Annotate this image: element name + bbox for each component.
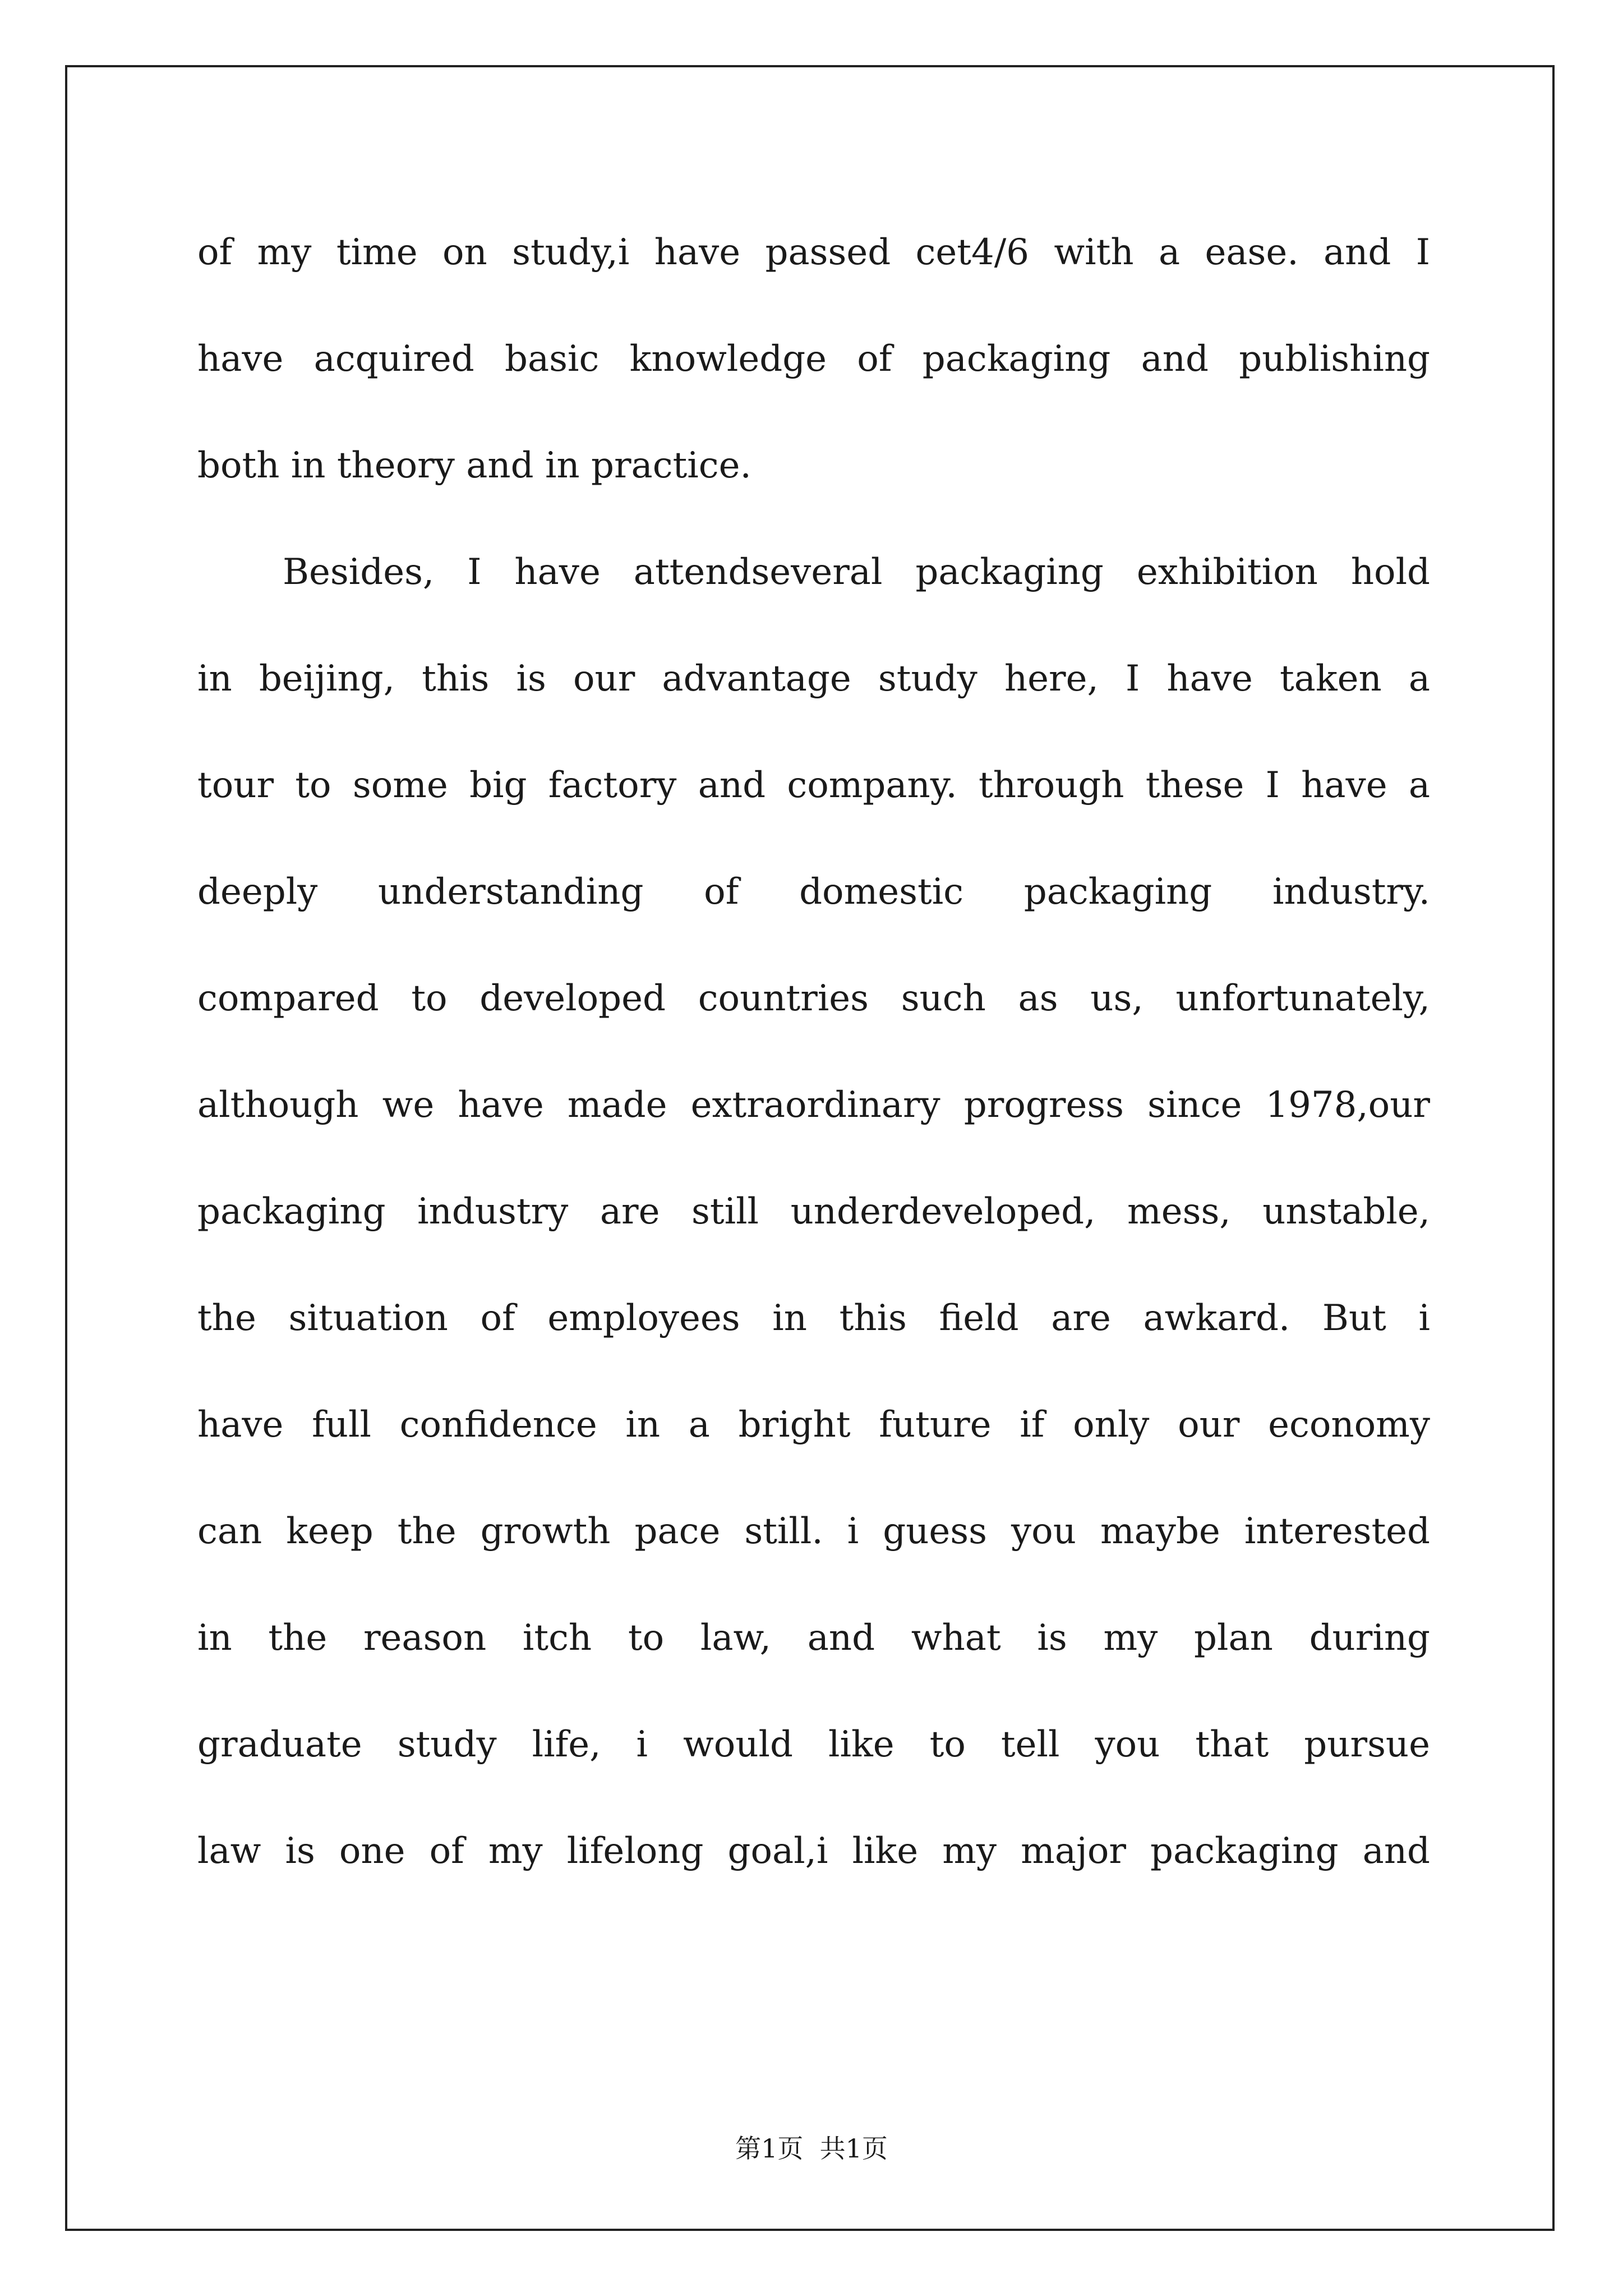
text-line: although we have made extraordinary progress since 1978,our	[197, 1084, 1430, 1126]
text-line: law is one of my lifelong goal,i like my major packaging and	[197, 1830, 1430, 1872]
text-line: of my time on study,i have passed cet4/6 with a ease. and I	[197, 232, 1430, 273]
text-line: graduate study life, i would like to tell you that pursue	[197, 1724, 1430, 1765]
text-line: have full confidence in a bright future if only our economy	[197, 1404, 1430, 1446]
text-line: Besides, I have attendseveral packaging exhibition hold	[283, 551, 1430, 593]
text-line: deeply understanding of domestic packaging industry.	[197, 871, 1430, 913]
document-body	[197, 219, 1430, 1924]
page-number-footer: 第1页 共1页	[735, 2133, 888, 2164]
text-line: both in theory and in practice.	[197, 445, 751, 486]
text-line: in the reason itch to law, and what is my plan during	[197, 1617, 1430, 1659]
text-line: tour to some big factory and company. through these I have a	[197, 765, 1430, 806]
text-line: compared to developed countries such as us, unfortunately,	[197, 978, 1430, 1019]
text-line: can keep the growth pace still. i guess you maybe interested	[197, 1511, 1430, 1552]
text-line: packaging industry are still underdeveloped, mess, unstable,	[197, 1191, 1430, 1232]
text-line: in beijing, this is our advantage study here, I have taken a	[197, 658, 1430, 700]
text-line: the situation of employees in this field are awkard. But i	[197, 1297, 1430, 1339]
text-line: have acquired basic knowledge of packaging and publishing	[197, 338, 1430, 380]
